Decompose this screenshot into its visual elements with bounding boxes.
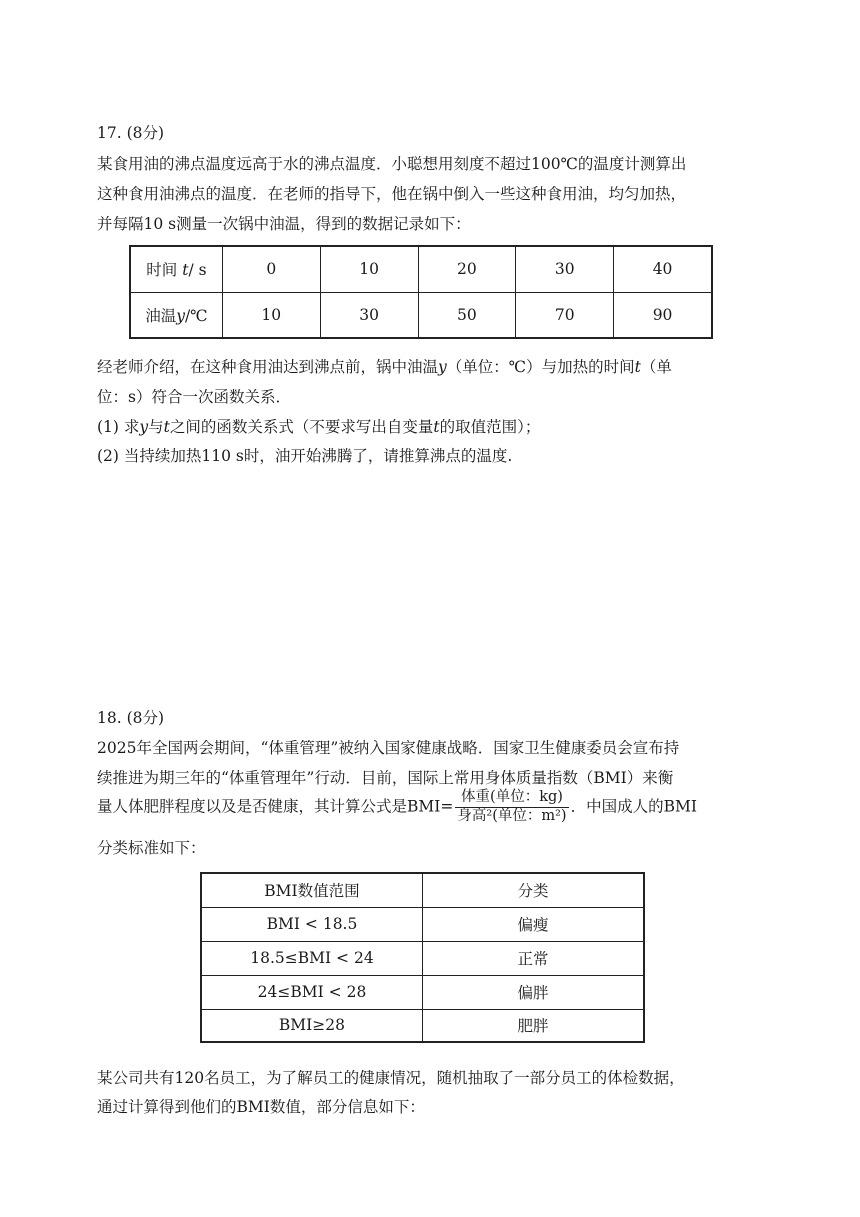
bmi-table-header-range: BMI数值范围 bbox=[201, 873, 422, 907]
q17-explanation-line-2: 位：s）符合一次函数关系． bbox=[97, 388, 291, 406]
temp-cell: 90 bbox=[614, 292, 712, 338]
time-cell: 40 bbox=[614, 246, 712, 292]
temp-row-label: 油温y/℃ bbox=[130, 292, 222, 338]
bmi-range-cell: BMI≥28 bbox=[201, 1009, 422, 1042]
bmi-range-cell: 18.5≤BMI < 24 bbox=[201, 941, 422, 975]
q18-formula-line: 量人体肥胖程度以及是否健康，其计算公式是BMI= $\frac{\text{体重(单位：kg)}}{\text{身高²(单位：m²)}}$ ．中国成人的BMI bbox=[97, 789, 697, 824]
bmi-category-cell: 偏胖 bbox=[422, 975, 644, 1009]
q18-line-2: 续推进为期三年的“体重管理年”行动．目前，国际上常用身体质量指数（BMI）来衡 bbox=[97, 769, 674, 787]
q17-intro-line-1: 某食用油的沸点温度远高于水的沸点温度．小聪想用刻度不超过100℃的温度计测算出 bbox=[97, 155, 687, 173]
time-cell: 30 bbox=[516, 246, 614, 292]
q18-header: 18. (8分) bbox=[97, 709, 165, 727]
bmi-range-cell: BMI < 18.5 bbox=[201, 907, 422, 941]
bmi-range-cell: 24≤BMI < 28 bbox=[201, 975, 422, 1009]
q17-header: 17. (8分) bbox=[97, 124, 165, 142]
bmi-table-header-category: 分类 bbox=[422, 873, 644, 907]
q17-subquestion-1: (1) 求y与t之间的函数关系式（不要求写出自变量t的取值范围）； bbox=[97, 418, 541, 436]
temp-cell: 50 bbox=[418, 292, 516, 338]
q17-explanation-line-1: 经老师介绍，在这种食用油达到沸点前，锅中油温y（单位：℃）与加热的时间t（单 bbox=[97, 358, 672, 376]
bmi-category-cell: 正常 bbox=[422, 941, 644, 975]
q18-line-4: 分类标准如下： bbox=[97, 839, 206, 857]
bmi-category-cell: 偏瘦 bbox=[422, 907, 644, 941]
q17-data-table bbox=[129, 245, 713, 339]
time-cell: 10 bbox=[320, 246, 418, 292]
bmi-category-cell: 肥胖 bbox=[422, 1009, 644, 1042]
time-row-label: 时间 t/ s bbox=[130, 246, 222, 292]
temp-cell: 10 bbox=[222, 292, 320, 338]
temp-cell: 70 bbox=[516, 292, 614, 338]
q17-intro-line-2: 这种食用油沸点的温度．在老师的指导下，他在锅中倒入一些这种食用油，均匀加热， bbox=[97, 185, 687, 203]
q18-closing-line-1: 某公司共有120名员工，为了解员工的健康情况，随机抽取了一部分员工的体检数据， bbox=[97, 1069, 685, 1087]
q17-intro-line-3: 并每隔10 s测量一次锅中油温，得到的数据记录如下： bbox=[97, 215, 471, 233]
q17-subquestion-2: (2) 当持续加热110 s时，油开始沸腾了，请推算沸点的温度. bbox=[97, 447, 513, 465]
q18-line-1: 2025年全国两会期间，“体重管理”被纳入国家健康战略．国家卫生健康委员会宣布持 bbox=[97, 739, 680, 757]
q18-closing-line-2: 通过计算得到他们的BMI数值，部分信息如下： bbox=[97, 1098, 425, 1116]
time-cell: 0 bbox=[222, 246, 320, 292]
time-cell: 20 bbox=[418, 246, 516, 292]
bmi-classification-table bbox=[200, 872, 645, 1043]
temp-cell: 30 bbox=[320, 292, 418, 338]
bmi-formula-fraction: $\frac{\text{体重(单位：kg)}}{\text{身高²(单位：m²)}}$ bbox=[457, 789, 567, 824]
